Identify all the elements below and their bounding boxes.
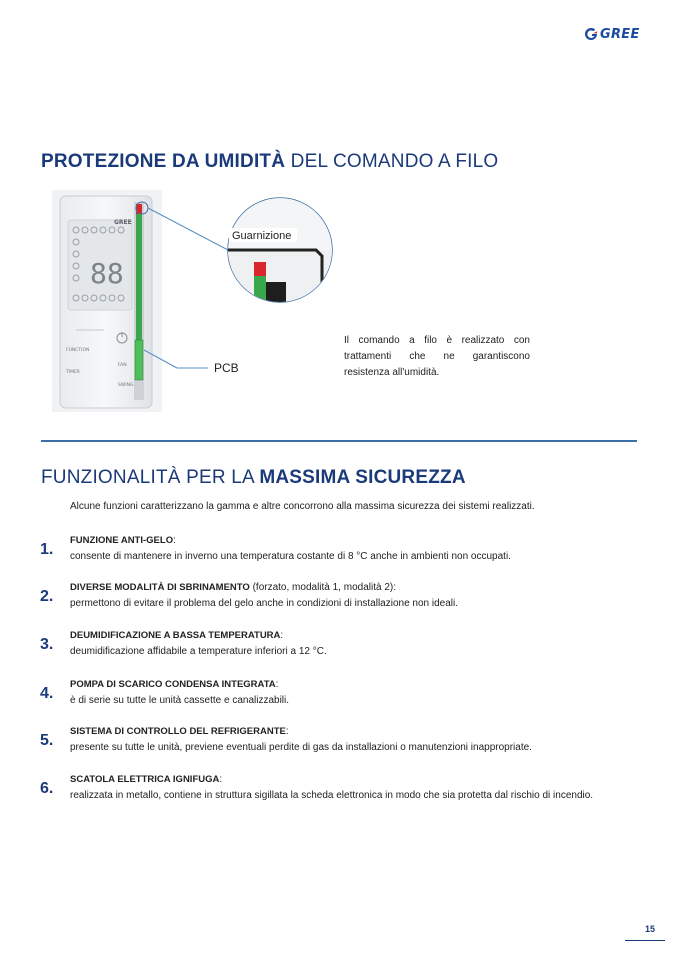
feature-number: 3. (40, 636, 54, 653)
section1-title-bold: PROTEZIONE DA UMIDITÀ (41, 151, 286, 172)
feature-text: consente di mantenere in inverno una temperatura costante di 8 °C anche in ambienti non occupati. (70, 551, 511, 562)
section1-title (41, 151, 498, 173)
page-number: 15 (645, 924, 656, 934)
device-logo-small: GREE (114, 219, 132, 226)
feature-title-suffix: : (285, 726, 289, 737)
feature-title: SISTEMA DI CONTROLLO DEL REFRIGERANTE (70, 726, 286, 737)
feature-number: 5. (40, 732, 54, 749)
feature-title-suffix: : (280, 630, 284, 641)
feature-number: 6. (40, 780, 54, 797)
section2-title (41, 467, 466, 489)
feature-title-suffix: : (173, 535, 176, 546)
label-swing: SWING (118, 383, 134, 388)
gree-logo-icon (584, 27, 598, 41)
section2-intro: Alcune funzioni caratterizzano la gamma e altre concorrono alla massima sicurezza dei sistemi realizzati. (70, 501, 535, 512)
feature-title: SCATOLA ELETTRICA IGNIFUGA (70, 774, 220, 785)
feature-text: permettono di evitare il problema del gelo anche in condizioni di installazione non ideali. (70, 598, 459, 609)
wired-controller-illustration (52, 190, 342, 412)
section1-title-light: DEL COMANDO A FILO (285, 151, 499, 172)
section1-description: Il comando a filo è realizzato con trattamenti che ne garantiscono resistenza all'umidità. (344, 335, 530, 378)
label-fan: FAN (118, 363, 127, 368)
feature-text: deumidificazione affidabile a temperature inferiori a 12 °C. (70, 646, 327, 657)
pcb-components (135, 340, 143, 380)
screen-digits: 88 (90, 257, 124, 290)
page-number-rule (625, 940, 665, 941)
feature-title: DEUMIDIFICAZIONE A BASSA TEMPERATURA (70, 630, 281, 641)
feature-text: realizzata in metallo, contiene in struttura sigillata la scheda elettronica in modo che sia protetta dal rischio di incendio. (70, 790, 594, 801)
section-divider (41, 440, 637, 442)
feature-title: POMPA DI SCARICO CONDENSA INTEGRATA (70, 679, 276, 690)
feature-text: presente su tutte le unità, previene eventuali perdite di gas da installazioni o manutenzioni inappropriate. (70, 742, 532, 753)
wired-controller-svg (52, 190, 342, 412)
gree-logo (584, 26, 640, 42)
feature-title-suffix: (forzato, modalità 1, modalità 2): (249, 582, 396, 593)
feature-title-suffix: : (275, 679, 279, 690)
feature-number: 2. (40, 588, 54, 605)
feature-text: è di serie su tutte le unità cassette e canalizzabili. (70, 695, 290, 706)
feature-title: FUNZIONE ANTI-GELO (70, 535, 174, 546)
section2-title-light: FUNZIONALITÀ PER LA (41, 467, 260, 488)
gasket-label: Guarnizione (232, 230, 292, 242)
label-timer: TIMER (66, 370, 80, 375)
feature-number: 1. (40, 541, 54, 558)
pcb-label: PCB (214, 361, 239, 375)
label-function: FUNCTION (66, 348, 90, 353)
feature-title: DIVERSE MODALITÀ DI SBRINAMENTO (70, 582, 250, 593)
feature-title-suffix: : (219, 774, 223, 785)
section2-title-bold: MASSIMA SICUREZZA (259, 467, 466, 488)
feature-number: 4. (40, 685, 54, 702)
gree-logo-text: GREE (600, 26, 640, 42)
